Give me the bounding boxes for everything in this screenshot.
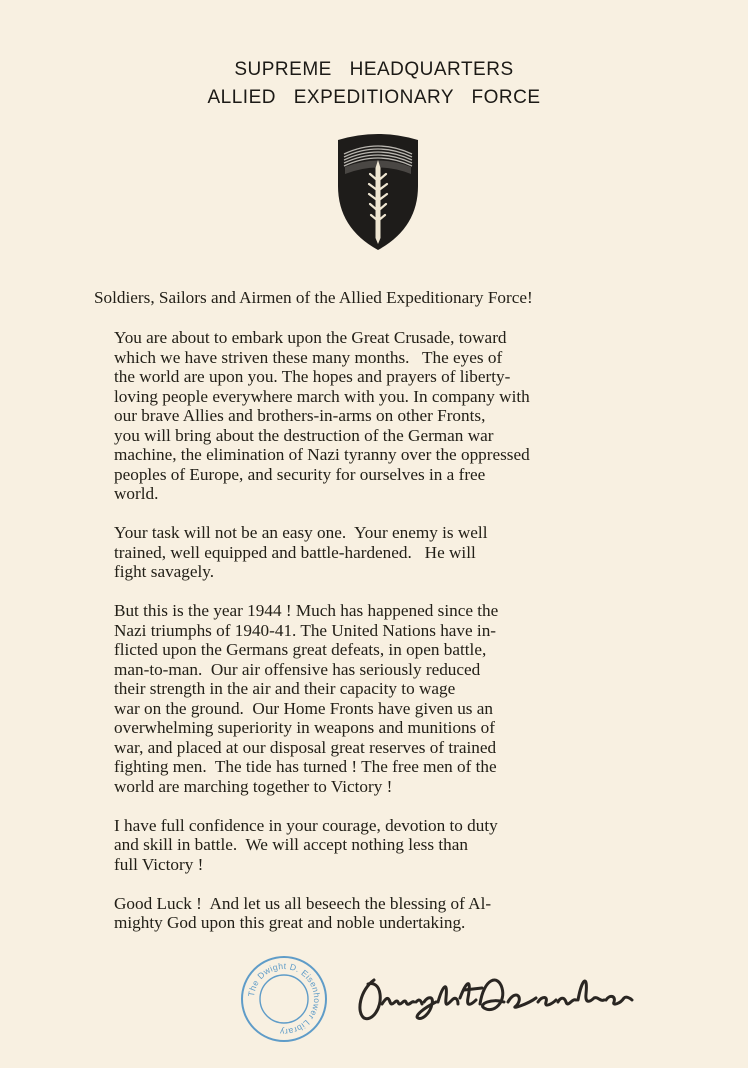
body-line: Your task will not be an easy one. Your enemy is well [114,523,488,542]
stamp-text: The Dwight D. Eisenhower Library [246,960,323,1038]
body-line: our brave Allies and brothers-in-arms on other Fronts, [114,406,486,425]
body-line: their strength in the air and their capacity to wage [114,679,456,698]
body-paragraph [114,328,634,504]
letterhead-line-2: ALLIED EXPEDITIONARY FORCE [207,87,541,108]
library-stamp-icon [240,955,328,1043]
body-line: overwhelming superiority in weapons and munitions of [114,718,495,737]
shaef-shield-icon [334,134,422,252]
body-line: loving people everywhere march with you. In company with [114,386,530,406]
body-line: war, and placed at our disposal great reserves of trained [114,737,497,757]
body-line: you will bring about the destruction of the German war [114,425,494,445]
body-line: fighting men. The tide has turned ! The free men of the [114,757,497,776]
body-line: mighty God upon this great and noble undertaking. [114,913,466,932]
body-paragraph [114,894,634,933]
salutation: Soldiers, Sailors and Airmen of the Allied Expeditionary Force! [94,288,533,307]
body-line: man-to-man. Our air offensive has seriously reduced [114,659,481,679]
body-line: peoples of Europe, and security for ourselves in a free [114,464,486,484]
letterhead [0,56,748,112]
body-paragraph [114,816,634,875]
svg-text:The Dwight D. Eisenhower Libra [246,961,322,1037]
body-line: fight savagely. [114,562,215,581]
letterhead-line-1: SUPREME HEADQUARTERS [234,59,514,80]
body-line: world. [114,484,159,503]
signature-icon [352,968,634,1024]
body-line: which we have striven these many months. The eyes of [114,347,503,367]
body-line: trained, well equipped and battle-hardened. He will [114,542,476,562]
body-line: I have full confidence in your courage, devotion to duty [114,815,498,835]
order-of-the-day-body [114,328,634,952]
body-line: But this is the year 1944 ! Much has happened since the [114,601,499,620]
body-line: flicted upon the Germans great defeats, in open battle, [114,640,487,659]
body-paragraph [114,523,634,582]
body-line: world are marching together to Victory ! [114,776,393,796]
body-line: full Victory ! [114,854,204,874]
body-line: Good Luck ! And let us all beseech the blessing of Al- [114,893,492,913]
body-paragraph [114,601,634,796]
body-line: Nazi triumphs of 1940-41. The United Nations have in- [114,620,497,640]
body-line: and skill in battle. We will accept nothing less than [114,835,468,854]
body-line: You are about to embark upon the Great Crusade, toward [114,328,507,347]
body-line: war on the ground. Our Home Fronts have given us an [114,698,494,718]
body-line: machine, the elimination of Nazi tyranny over the oppressed [114,445,530,464]
body-line: the world are upon you. The hopes and prayers of liberty- [114,367,511,386]
